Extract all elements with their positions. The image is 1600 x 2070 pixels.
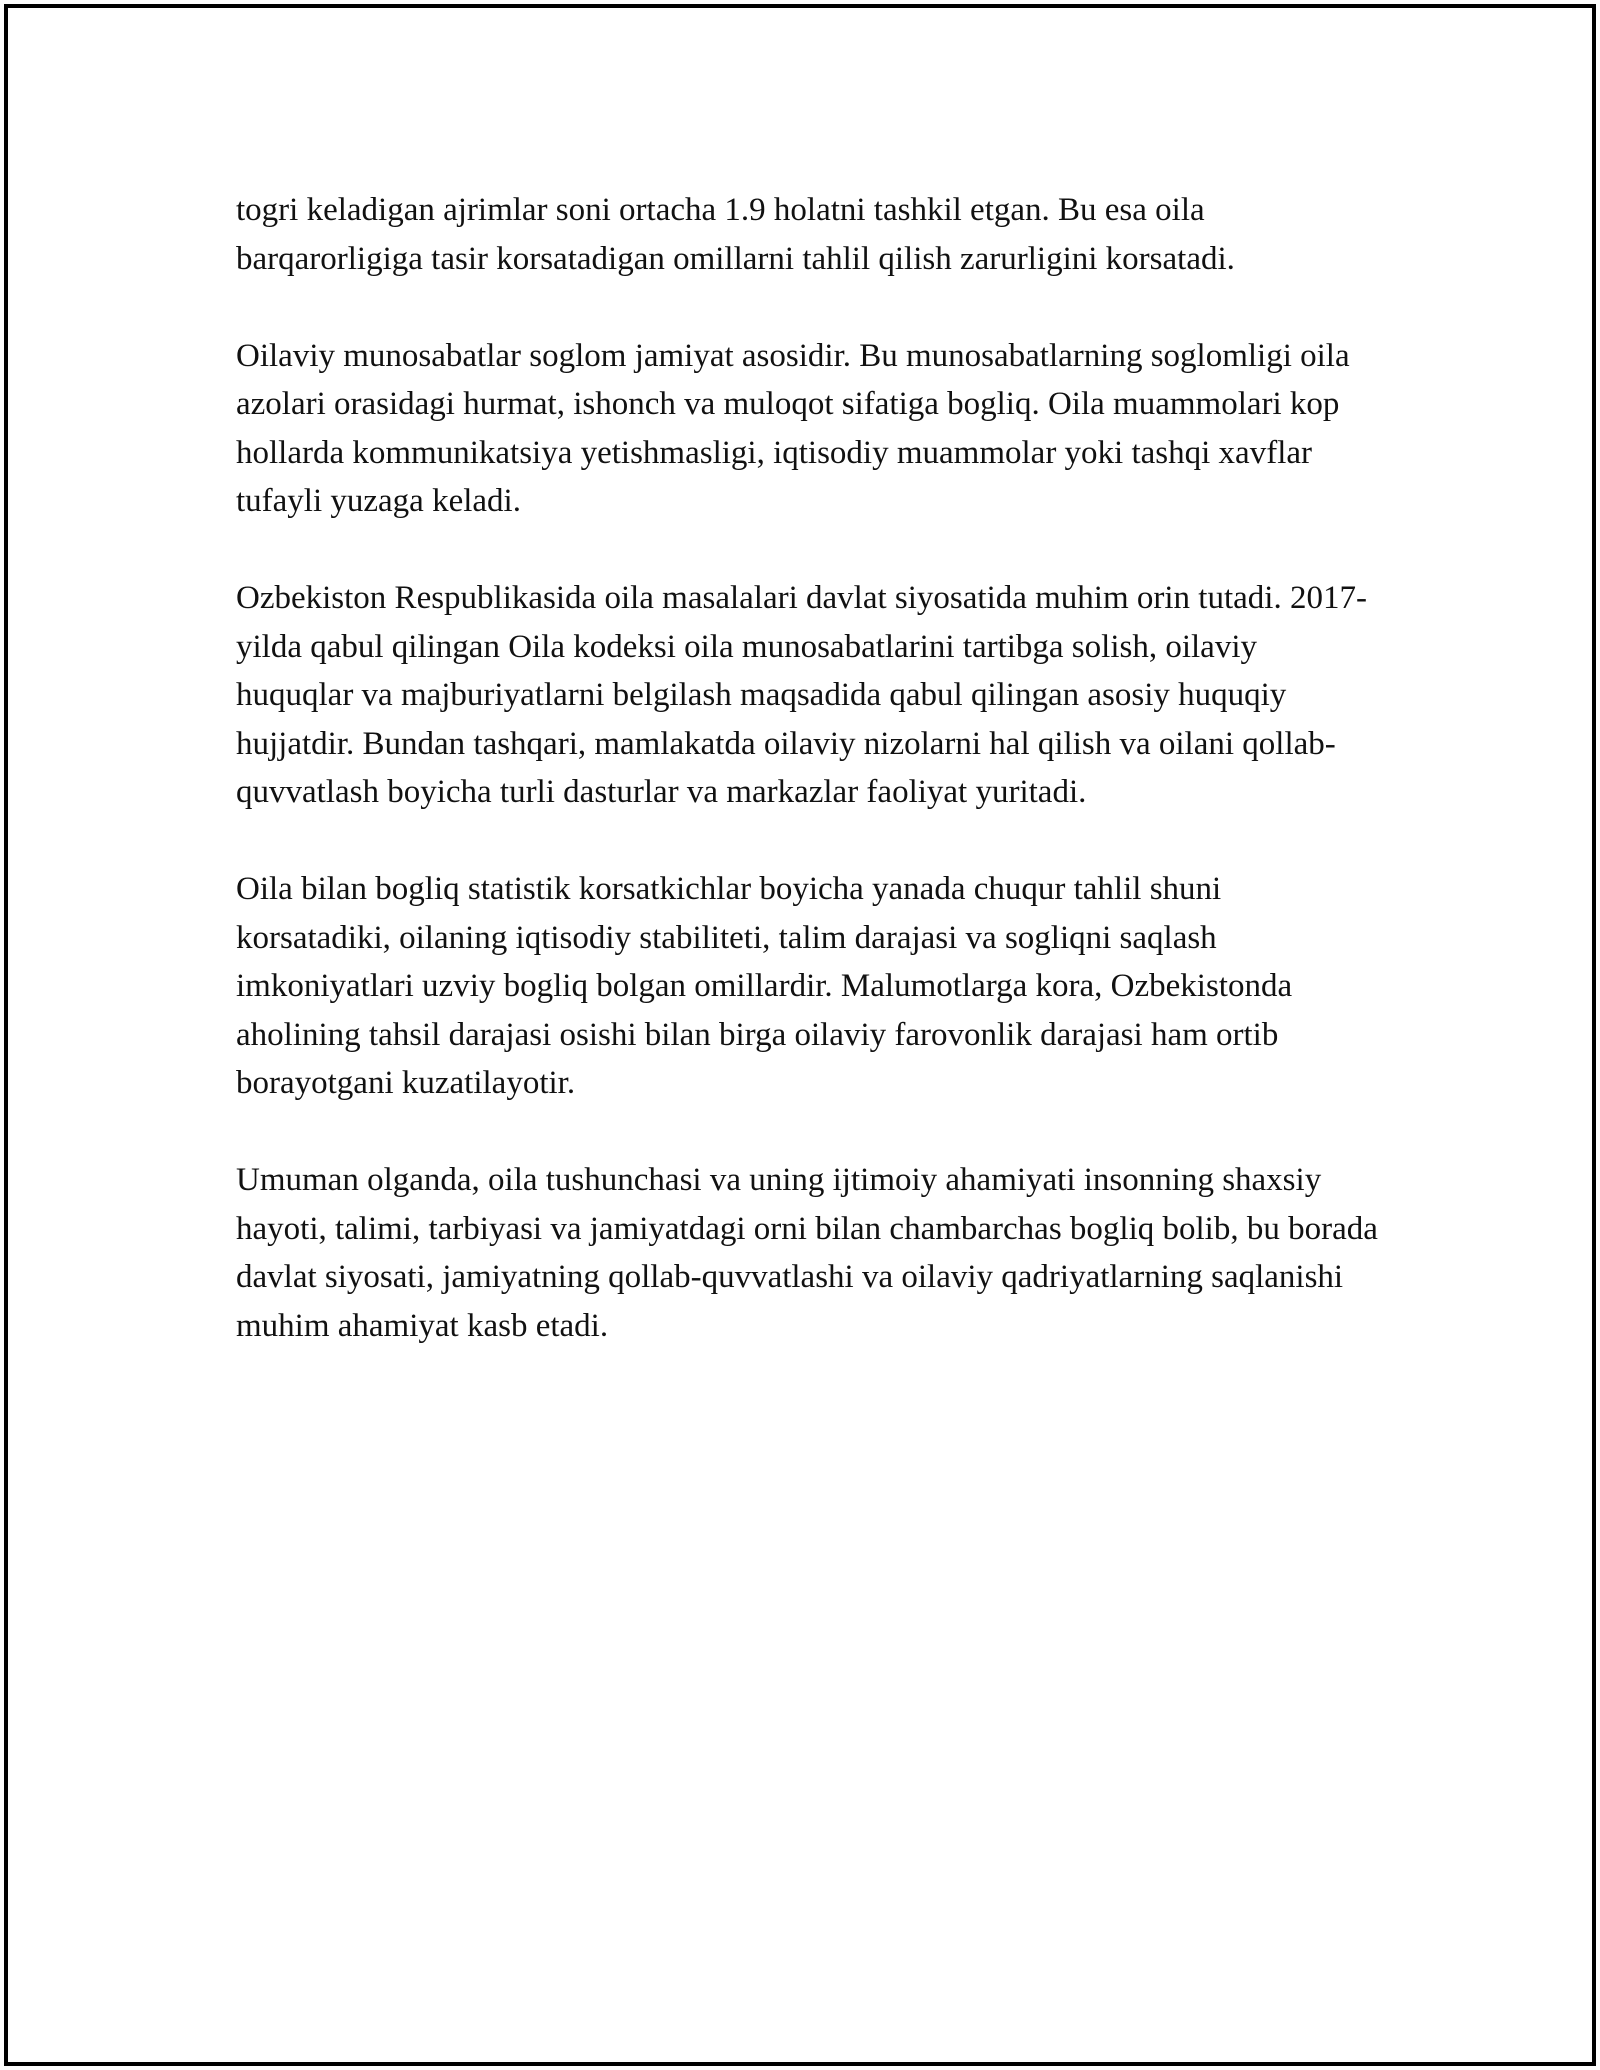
paragraph-conclusion: Umuman olganda, oila tushunchasi va uning ijtimoiy ahamiyati insonning shaxsiy hayoti, talimi, tarbiyasi va jamiyatdagi orni bilan chambarchas bogliq bolib, bu borada davlat siyosati, jamiyatning qollab-quvvatlashi va oilaviy qadriyatlarning saqlanishi muhim ahamiyat kasb etadi. xyxy=(236,1162,1378,1344)
paragraph-family-relations: Oilaviy munosabatlar soglom jamiyat asosidir. Bu munosabatlarning soglomligi oila azolari orasidagi hurmat, ishonch va muloqot sifatiga bogliq. Oila muammolari kop hollarda kommunikatsiya yetishmasligi, iqtisodiy muammolar yoki tashqi xavflar tufayli yuzaga keladi. xyxy=(236,337,1350,519)
paragraph-divorce-statistics: togri keladigan ajrimlar soni ortacha 1.9 holatni tashkil etgan. Bu esa oila barqarorligiga tasir korsatadigan omillarni tahlil qilish zarurligini korsatadi. xyxy=(236,192,1235,277)
paragraph-statistical-analysis: Oila bilan bogliq statistik korsatkichlar boyicha yanada chuqur tahlil shuni korsatadiki, oilaning iqtisodiy stabiliteti, talim darajasi va sogliqni saqlash imkoniyatlari uzviy bogliq bolgan omillardir. Malumotlarga kora, Ozbekistonda aholining tahsil darajasi osishi bilan birga oilaviy farovonlik darajasi ham ortib borayotgani kuzatilayotir. xyxy=(236,871,1293,1101)
paragraph-state-policy: Ozbekiston Respublikasida oila masalalari davlat siyosatida muhim orin tutadi. 2017-yilda qabul qilingan Oila kodeksi oila munosabatlarini tartibga solish, oilaviy huquqlar va majburiyatlarni belgilash maqsadida qabul qilingan asosiy huquqiy hujjatdir. Bundan tashqari, mamlakatda oilaviy nizolarni hal qilish va oilani qollab-quvvatlash boyicha turli dasturlar va markazlar faoliyat yuritadi. xyxy=(236,580,1367,810)
document-body xyxy=(236,186,1382,1399)
